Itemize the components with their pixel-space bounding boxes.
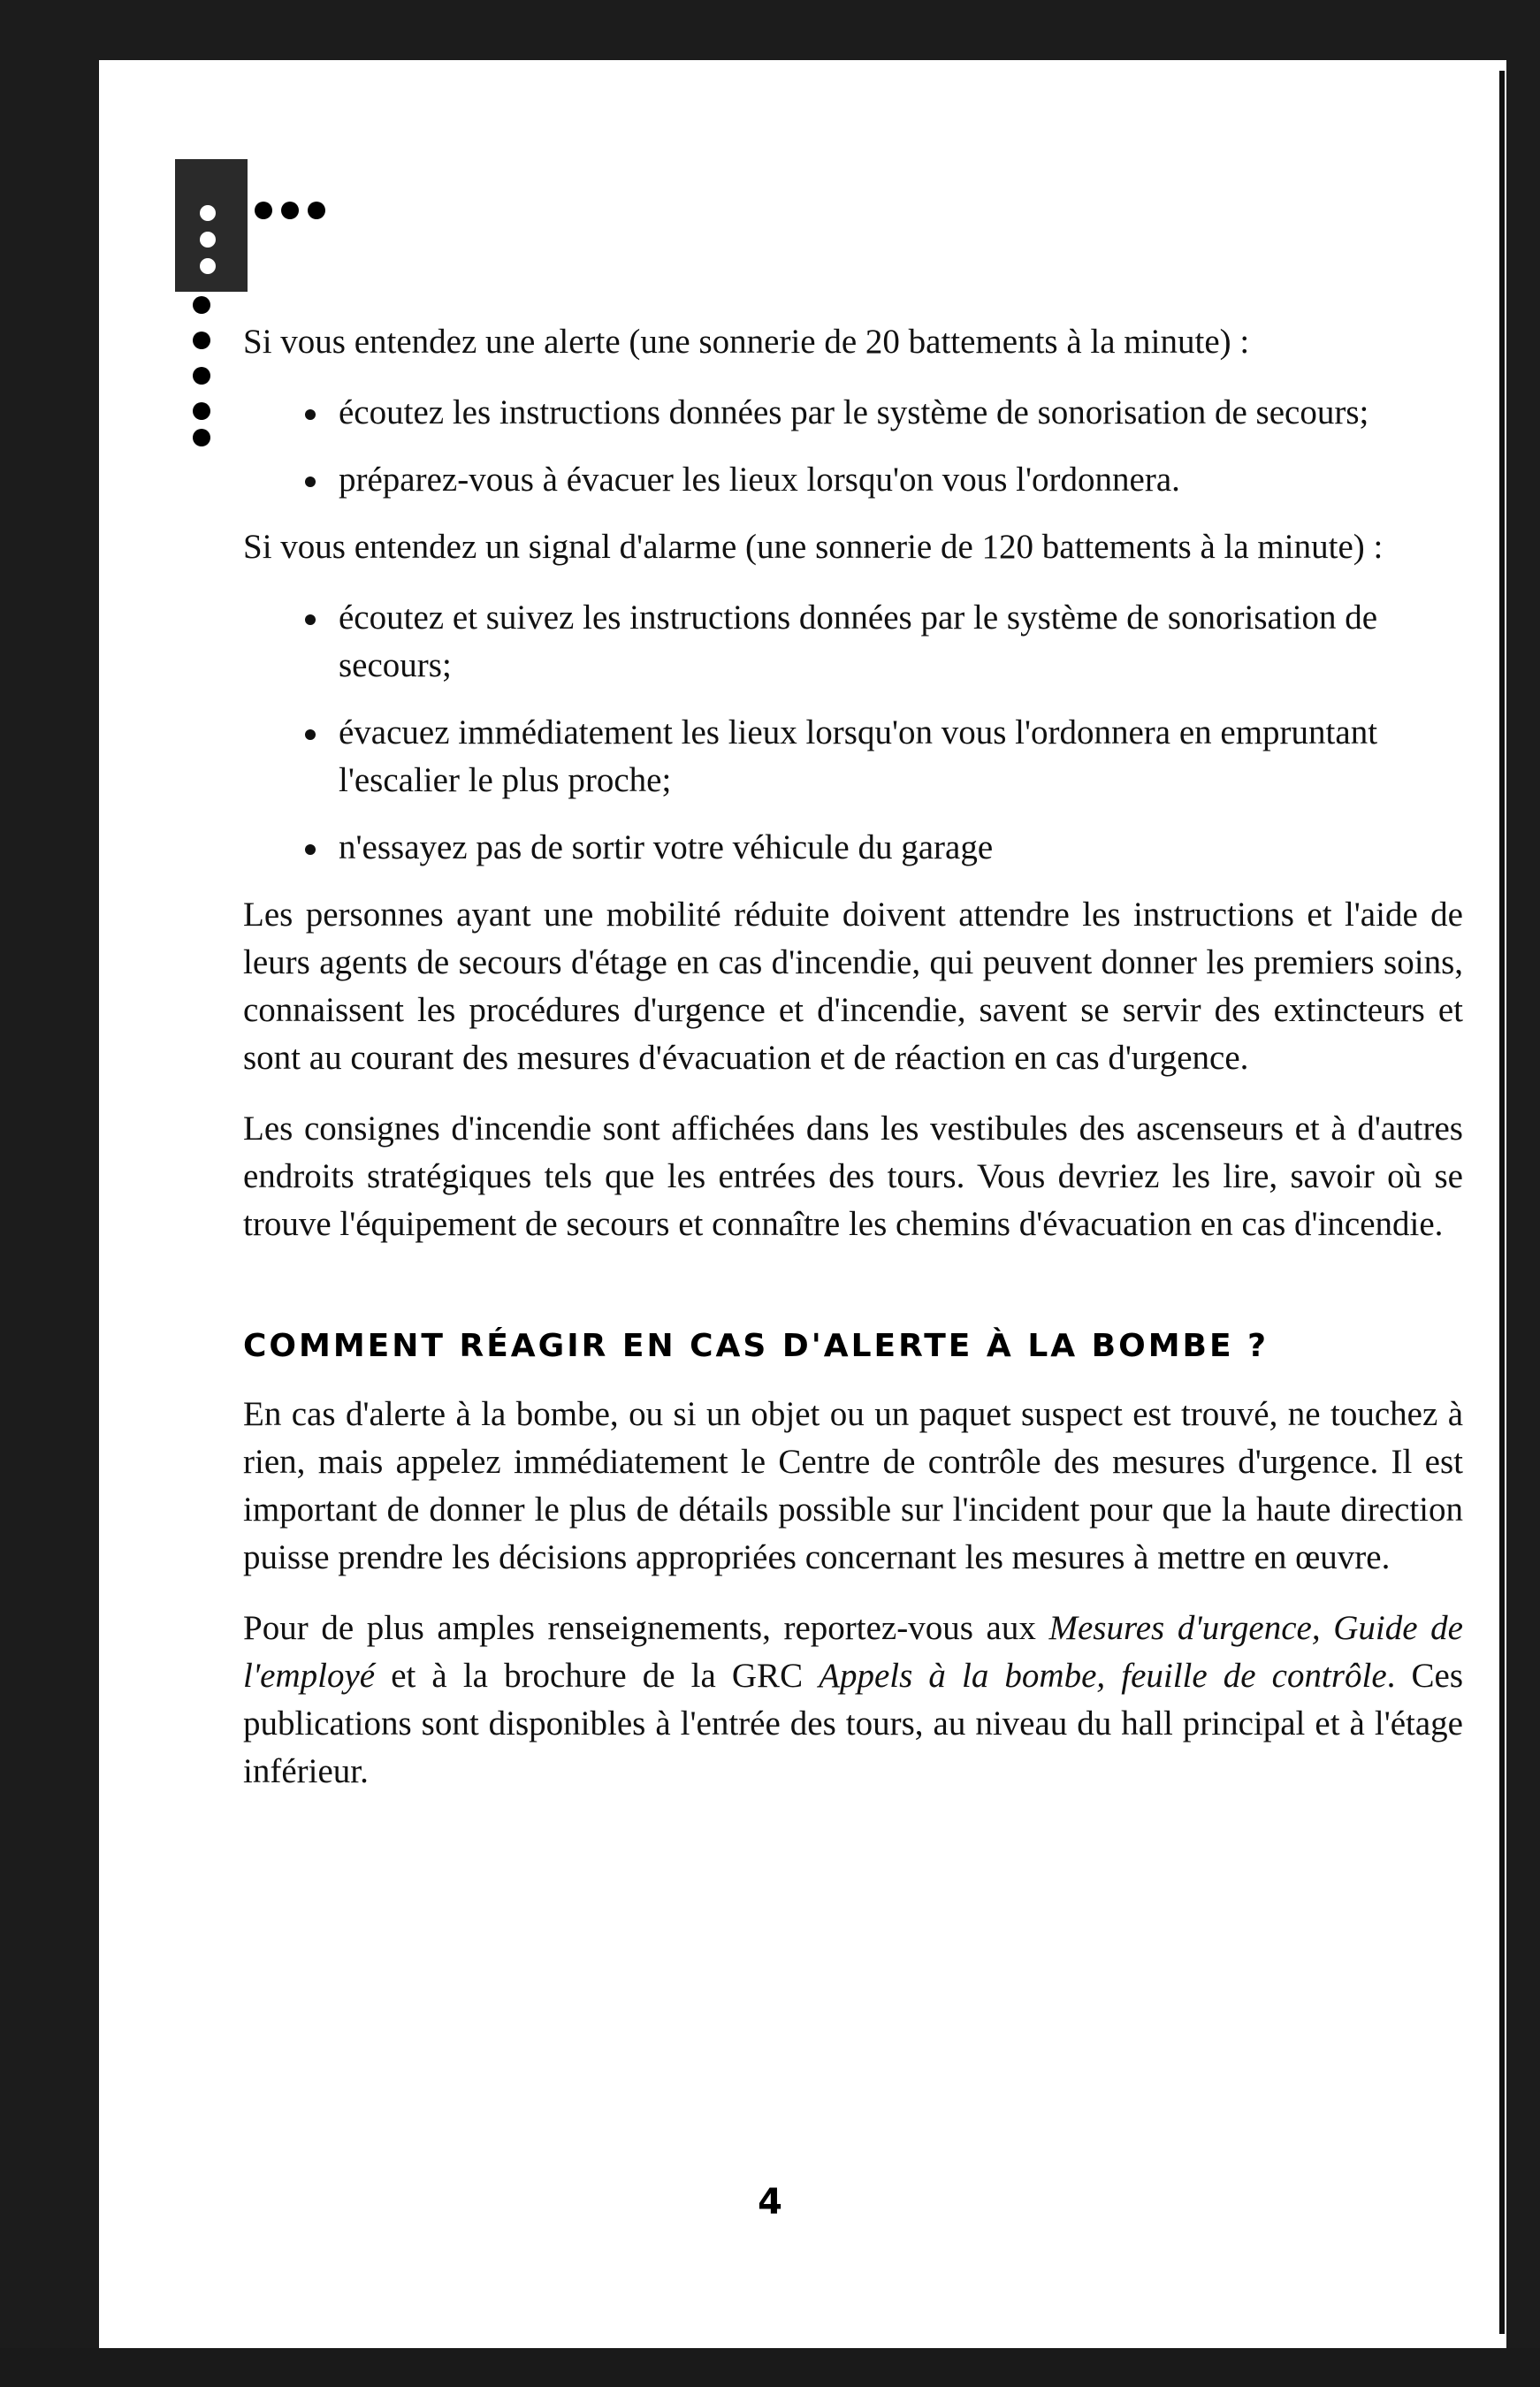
more-info-paragraph <box>243 1605 1463 1796</box>
publication-title: Mesures d'urgence, Guide de l'employé <box>243 1609 1463 1695</box>
list-item: n'essayez pas de sortir votre véhicule du garage <box>305 824 1463 872</box>
mobility-paragraph: Les personnes ayant une mobilité réduite doivent attendre les instructions et l'aide de leurs agents de secours d'étage en cas d'incendie, qui peuvent donner les premiers soins, connaissent les procédures d'urgence et d'incendie, savent se servir des extincteurs et sont au courant des mesures d'évacuation et de réaction en cas d'urgence. <box>243 896 1463 1077</box>
fire-instructions-paragraph: Les consignes d'incendie sont affichées dans les vestibules des ascenseurs et à d'autres endroits stratégiques tels que les entrées des tours. Vous devriez les lire, savoir où se trouve l'équipement de secours et connaître les chemins d'évacuation en cas d'incendie. <box>243 1110 1463 1243</box>
alarm-list <box>243 594 1463 872</box>
alarm-intro: Si vous entendez un signal d'alarme (une sonnerie de 120 battements à la minute) : <box>243 528 1384 566</box>
ornament-dot <box>308 202 325 219</box>
document-body <box>243 318 1463 1819</box>
list-item: écoutez et suivez les instructions données par le système de sonorisation de secours; <box>305 594 1463 690</box>
ornament-dot <box>193 429 210 446</box>
list-item: écoutez les instructions données par le système de sonorisation de secours; <box>305 389 1463 437</box>
more-info-text: . Ces publications sont disponibles à l'entrée des tours, au niveau du hall principal et à l'étage inférieur. <box>243 1657 1463 1790</box>
ornament-dot <box>200 258 216 274</box>
list-item: évacuez immédiatement les lieux lorsqu'on vous l'ordonnera en empruntant l'escalier le plus proche; <box>305 709 1463 805</box>
bomb-alert-paragraph: En cas d'alerte à la bombe, ou si un objet ou un paquet suspect est trouvé, ne touchez à rien, mais appelez immédiatement le Centre de contrôle des mesures d'urgence. Il est important de donner le plus de détails possible sur l'incident pour que la haute direction puisse prendre les décisions appropriées concernant les mesures à mettre en œuvre. <box>243 1395 1463 1576</box>
publication-title: Appels à la bombe, feuille de contrôle <box>819 1657 1387 1695</box>
ornament-dot <box>193 402 210 420</box>
ornament-dot <box>200 205 216 221</box>
ornament-dot <box>255 202 272 219</box>
corner-ornament <box>175 159 248 292</box>
ornament-dot <box>193 367 210 385</box>
alert-intro: Si vous entendez une alerte (une sonnerie de 20 battements à la minute) : <box>243 323 1250 361</box>
alert-list <box>243 389 1463 504</box>
ornament-dot <box>193 296 210 314</box>
page-right-edge <box>1499 71 1505 2334</box>
ornament-dot <box>281 202 299 219</box>
section-heading: COMMENT RÉAGIR EN CAS D'ALERTE À LA BOMBE ? <box>243 1328 1269 1364</box>
page-bottom-edge <box>0 2348 1540 2387</box>
ornament-dot <box>193 332 210 349</box>
more-info-text: Pour de plus amples renseignements, reportez-vous aux <box>243 1609 1049 1647</box>
ornament-dot <box>200 232 216 248</box>
more-info-text: et à la brochure de la GRC <box>375 1657 820 1695</box>
page-number: 4 <box>758 2182 782 2223</box>
list-item: préparez-vous à évacuer les lieux lorsqu'on vous l'ordonnera. <box>305 456 1463 504</box>
